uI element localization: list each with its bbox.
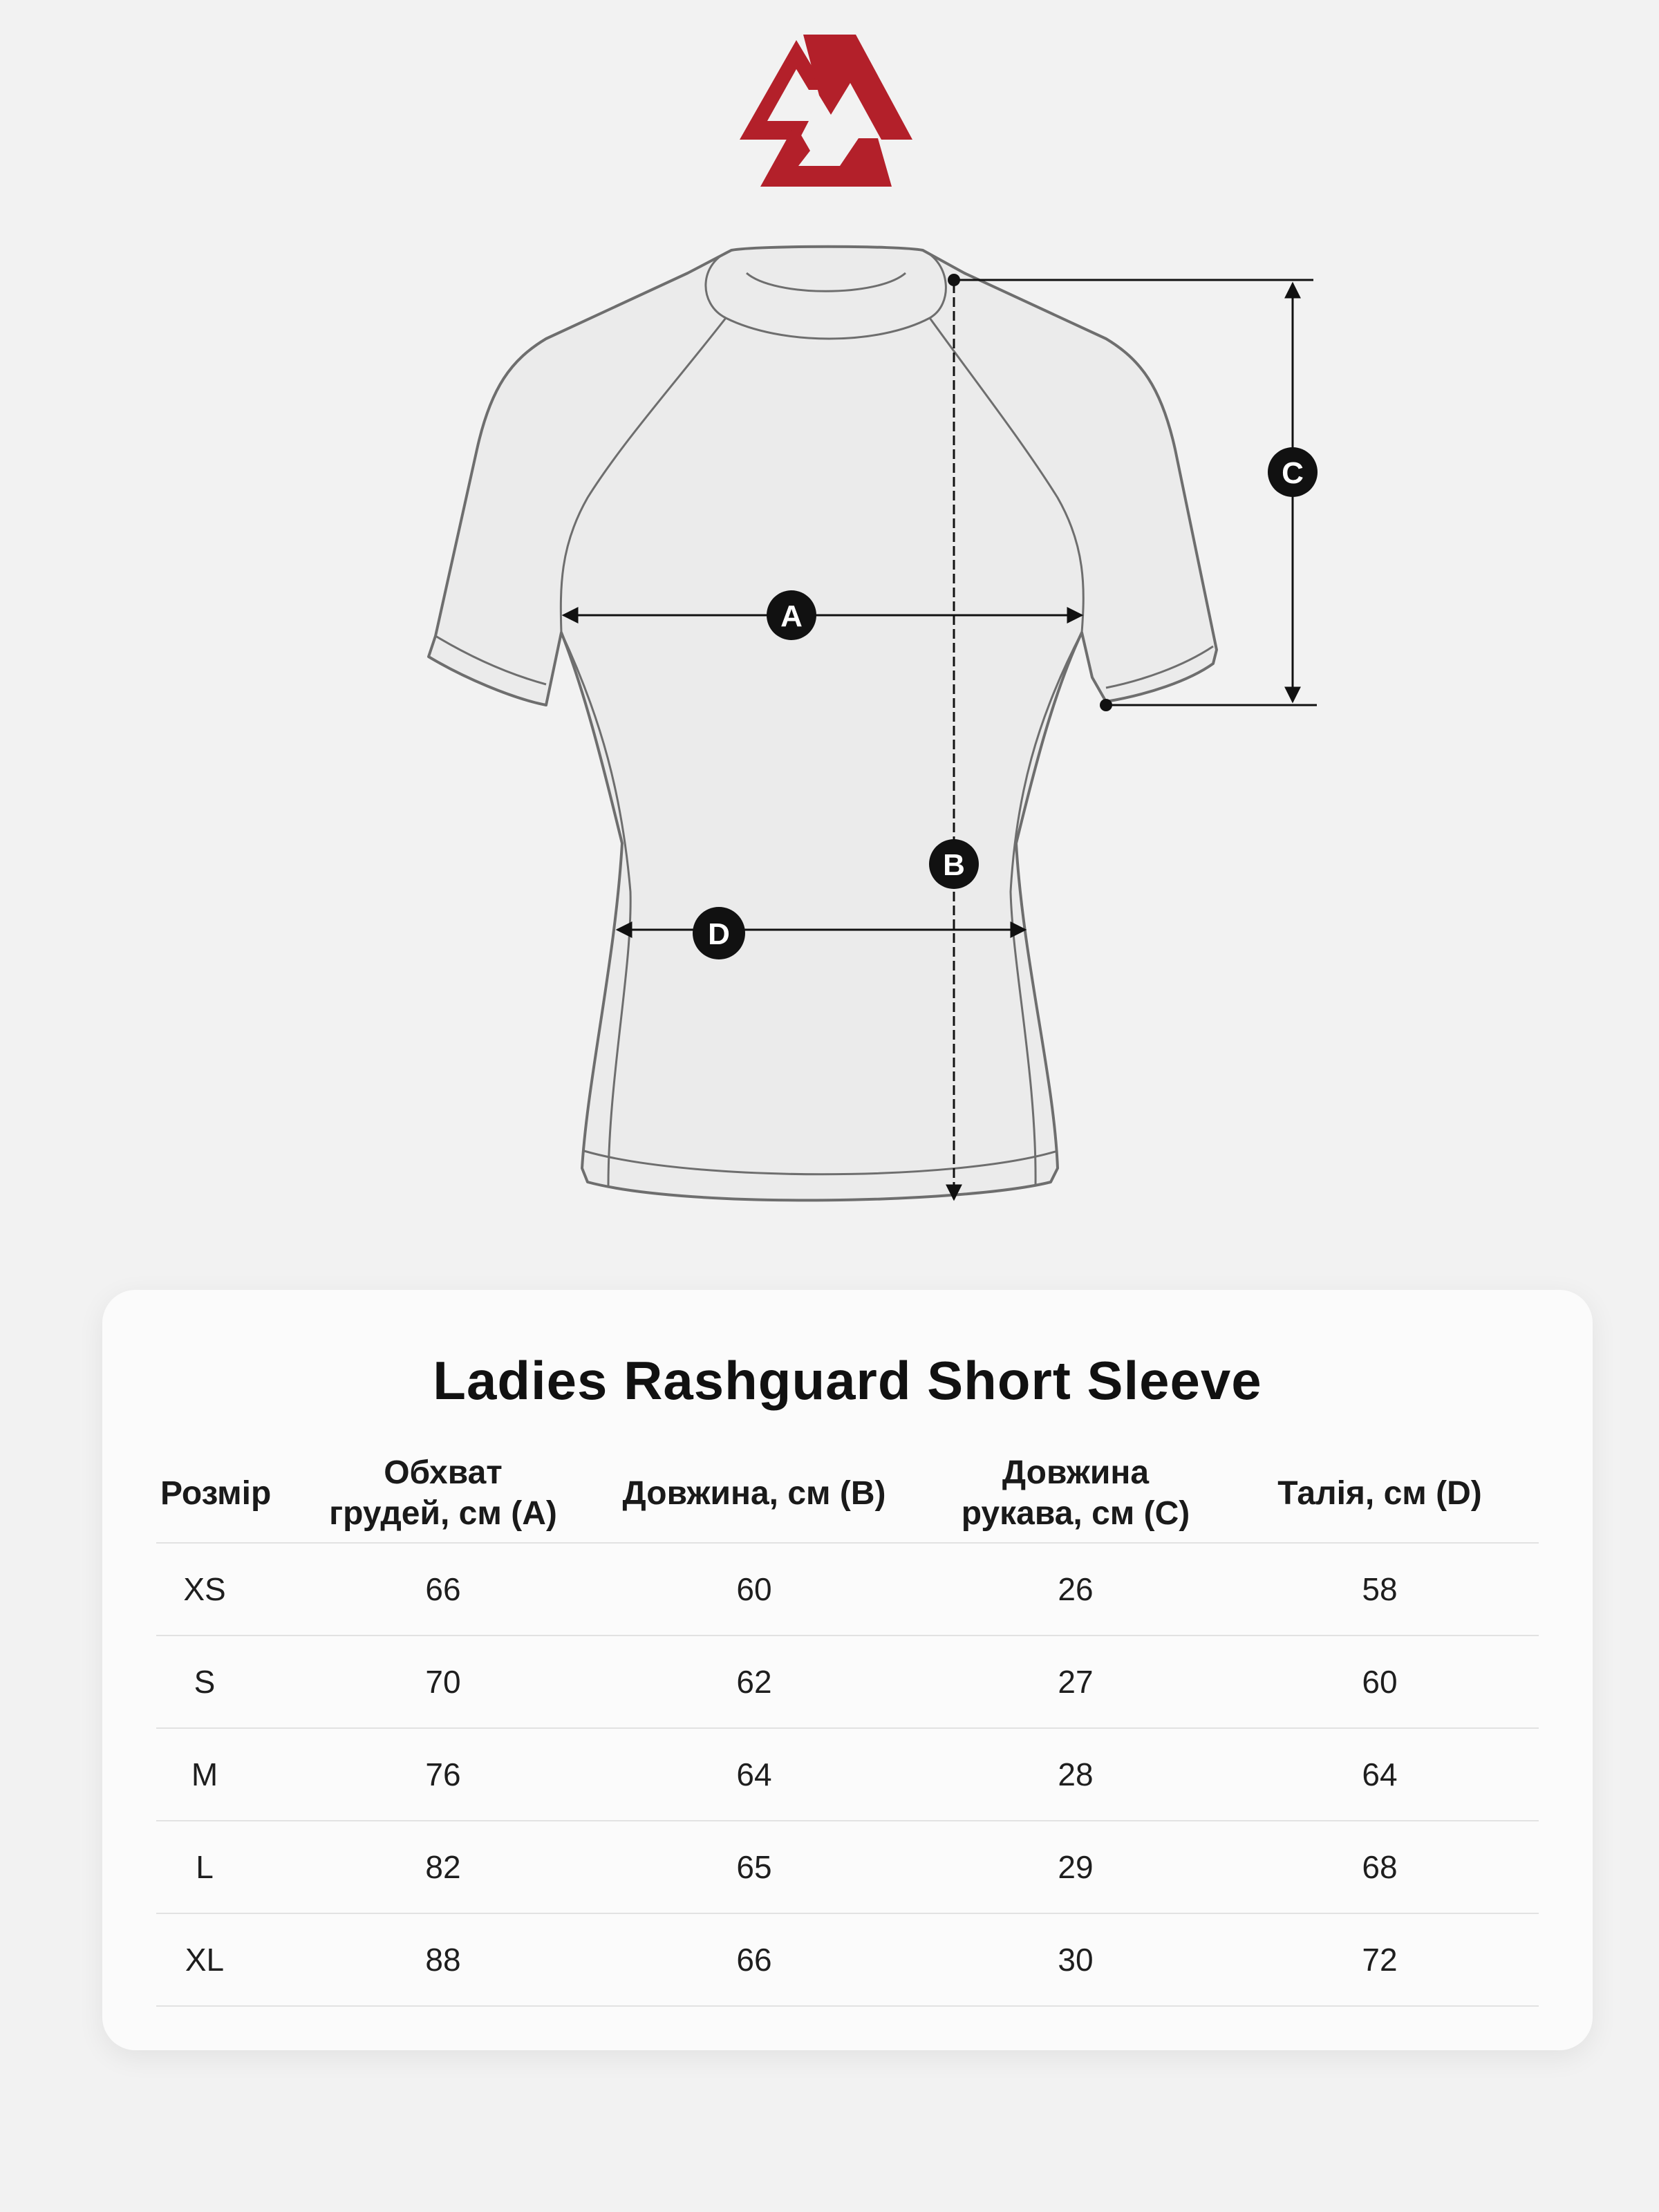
table-cell: 65	[578, 1821, 930, 1913]
svg-text:A: A	[780, 599, 803, 633]
table-row	[156, 1635, 1539, 1728]
label-b-badge	[929, 839, 979, 889]
svg-text:B: B	[943, 848, 965, 882]
table-cell: 88	[308, 1913, 578, 2006]
table-cell: 68	[1221, 1821, 1539, 1913]
table-cell: 28	[930, 1728, 1221, 1821]
table-cell: 72	[1221, 1913, 1539, 2006]
table-cell: 66	[578, 1913, 930, 2006]
table-cell: 62	[578, 1635, 930, 1728]
header-chest: Обхват грудей, см (A)	[308, 1445, 578, 1543]
size-cell: S	[194, 1664, 216, 1700]
table-cell: 64	[578, 1728, 930, 1821]
header-size: Розмір	[156, 1445, 308, 1543]
header-length: Довжина, см (B)	[578, 1445, 930, 1543]
table-cell: 76	[308, 1728, 578, 1821]
header-waist: Талія, см (D)	[1221, 1445, 1539, 1543]
table-cell: 82	[308, 1821, 578, 1913]
size-cell: XS	[183, 1571, 226, 1607]
table-cell: 27	[930, 1635, 1221, 1728]
table-row	[156, 1543, 1539, 1635]
label-c-badge	[1268, 447, 1318, 497]
table-cell: 58	[1221, 1543, 1539, 1635]
size-table	[156, 1445, 1539, 2007]
chart-title: Ladies Rashguard Short Sleeve	[433, 1350, 1262, 1411]
table-cell: 66	[308, 1543, 578, 1635]
table-cell: 60	[578, 1543, 930, 1635]
svg-text:D: D	[708, 917, 730, 951]
table-row	[156, 1821, 1539, 1913]
table-header-row	[156, 1445, 1539, 1543]
size-cell: XL	[185, 1942, 225, 1978]
table-row	[156, 1913, 1539, 2006]
table-cell: 26	[930, 1543, 1221, 1635]
table-cell: 70	[308, 1635, 578, 1728]
size-chart-card	[102, 1290, 1593, 2050]
size-cell: L	[196, 1849, 214, 1885]
table-cell: 29	[930, 1821, 1221, 1913]
table-cell: 60	[1221, 1635, 1539, 1728]
label-a-badge	[767, 590, 816, 640]
svg-text:C: C	[1282, 456, 1304, 490]
table-cell: 64	[1221, 1728, 1539, 1821]
table-cell: 30	[930, 1913, 1221, 2006]
label-d-badge	[693, 907, 745, 959]
table-row	[156, 1728, 1539, 1821]
header-sleeve: Довжина рукава, см (C)	[930, 1445, 1221, 1543]
size-cell: M	[191, 1756, 218, 1792]
rashguard-outline	[429, 247, 1217, 1201]
